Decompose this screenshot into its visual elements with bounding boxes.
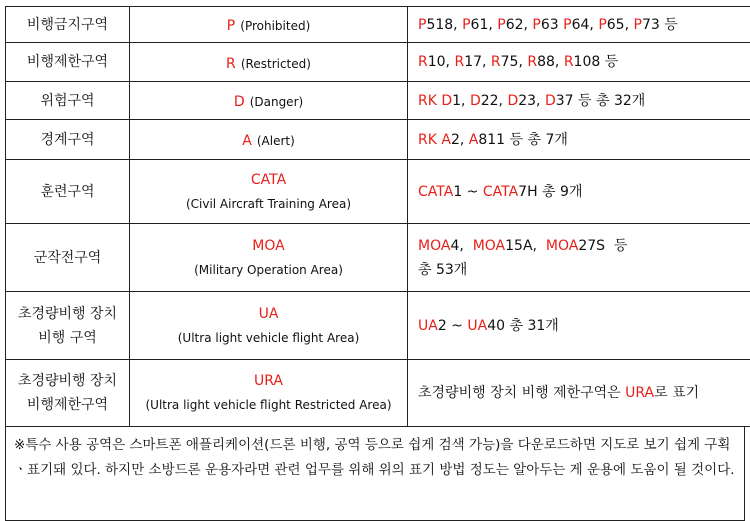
- examples-text: 17,: [464, 54, 491, 70]
- table-row: [6, 360, 750, 427]
- zone-code: R: [226, 56, 236, 72]
- examples-line: [418, 381, 750, 405]
- zone-name-line: 훈련구역: [6, 180, 129, 204]
- zone-name-line: 비행금지구역: [6, 13, 129, 37]
- examples-text: 1 ~: [453, 184, 483, 200]
- zone-id-prefix: P: [497, 17, 505, 33]
- examples-text: 27S 등: [578, 238, 627, 254]
- examples-text: 2 ~: [438, 318, 468, 334]
- zone-code-description: (Restricted): [241, 57, 311, 71]
- examples-text: 518,: [426, 17, 462, 33]
- zone-id-prefix: URA: [625, 385, 654, 401]
- zone-code-description: (Ultra light vehicle flight Restricted Area): [130, 395, 407, 415]
- zone-id-prefix: UA: [467, 318, 487, 334]
- zone-id-prefix: UA: [418, 318, 438, 334]
- examples-text: 61,: [471, 17, 498, 33]
- zone-id-prefix: CATA: [483, 184, 518, 200]
- zone-examples-cell: [408, 120, 750, 160]
- examples-text: 7H 총 9개: [518, 184, 582, 200]
- zone-id-prefix: R: [527, 54, 537, 70]
- zone-name-cell: [6, 82, 130, 120]
- examples-text: 23,: [518, 93, 545, 109]
- zone-id-prefix: A: [469, 132, 479, 148]
- zone-id-prefix: P: [598, 17, 606, 33]
- examples-text: 75,: [501, 54, 528, 70]
- zone-code-description: (Prohibited): [240, 19, 310, 33]
- zone-code: CATA: [130, 170, 407, 190]
- examples-line: [418, 258, 750, 282]
- zone-id-prefix: P: [418, 17, 426, 33]
- zone-id-prefix: D: [545, 93, 556, 109]
- zone-code-cell: [130, 160, 408, 224]
- table-row: [6, 224, 750, 292]
- zone-examples-cell: [408, 43, 750, 82]
- table-row: [6, 43, 750, 82]
- examples-text: 10,: [428, 54, 455, 70]
- footnote: ※특수 사용 공역은 스마트폰 애플리케이션(드론 비행, 공역 등으로 쉽게 검색 가능)을 다운로드하면 지도로 보기 쉽게 구획ㆍ표기돼 있다. 하지만 소방드론 운용자라면 관련 업무를 위해 위의 표기 방법 정도는 알아두는 게 운용에 도움이 될 것이다.: [5, 427, 745, 521]
- zone-name-cell: [6, 7, 130, 43]
- examples-text: 40 총 31개: [487, 318, 559, 334]
- zone-id-prefix: P: [532, 17, 540, 33]
- examples-text: 총 53개: [418, 262, 467, 278]
- zone-code-cell: [130, 360, 408, 427]
- special-airspace-table: [5, 6, 750, 427]
- zone-code-description: (Ultra light vehicle flight Area): [130, 328, 407, 348]
- zone-examples-cell: [408, 160, 750, 224]
- examples-text: 108 등: [574, 54, 619, 70]
- zone-code-cell: [130, 43, 408, 82]
- zone-code-description: (Civil Aircraft Training Area): [130, 194, 407, 214]
- zone-code-description: (Alert): [257, 134, 295, 148]
- zone-examples-cell: [408, 82, 750, 120]
- zone-code: D: [234, 94, 245, 110]
- table-row: [6, 7, 750, 43]
- zone-code-cell: [130, 292, 408, 360]
- zone-id-prefix: R: [564, 54, 574, 70]
- table-row: [6, 120, 750, 160]
- zone-code-cell: [130, 224, 408, 292]
- examples-text: 초경량비행 장치 비행 제한구역은: [418, 385, 625, 401]
- zone-code-cell: [130, 7, 408, 43]
- zone-id-prefix: MOA: [418, 238, 450, 254]
- zone-id-prefix: RK A: [418, 132, 451, 148]
- zone-examples-cell: [408, 224, 750, 292]
- zone-code-cell: [130, 82, 408, 120]
- zone-name-line: 경계구역: [6, 128, 129, 152]
- zone-name-line: 비행제한구역: [6, 393, 129, 417]
- zone-name-cell: [6, 120, 130, 160]
- examples-line: [418, 50, 750, 74]
- zone-code: MOA: [130, 236, 407, 256]
- table-row: [6, 160, 750, 224]
- examples-line: [418, 13, 750, 37]
- examples-text: 로 표기: [654, 385, 699, 401]
- zone-name-line: 비행 구역: [6, 326, 129, 350]
- zone-id-prefix: P: [462, 17, 470, 33]
- examples-line: [418, 89, 750, 113]
- zone-id-prefix: D: [507, 93, 518, 109]
- zone-code: URA: [130, 371, 407, 391]
- zone-id-prefix: RK D: [418, 93, 452, 109]
- examples-text: 4,: [450, 238, 472, 254]
- zone-name-line: 초경량비행 장치: [6, 369, 129, 393]
- zone-code-cell: [130, 120, 408, 160]
- zone-code: A: [242, 133, 252, 149]
- examples-line: [418, 180, 750, 204]
- zone-code-description: (Military Operation Area): [130, 260, 407, 280]
- zone-id-prefix: CATA: [418, 184, 453, 200]
- zone-id-prefix: P: [563, 17, 571, 33]
- zone-id-prefix: R: [418, 54, 428, 70]
- examples-text: 15A,: [505, 238, 546, 254]
- examples-text: 1,: [452, 93, 470, 109]
- zone-code: UA: [130, 304, 407, 324]
- zone-name-line: 초경량비행 장치: [6, 302, 129, 326]
- zone-id-prefix: R: [491, 54, 501, 70]
- examples-text: 88,: [537, 54, 564, 70]
- zone-name-cell: [6, 224, 130, 292]
- airspace-table-container: [5, 6, 745, 521]
- zone-id-prefix: MOA: [473, 238, 505, 254]
- examples-text: 73 등: [642, 17, 678, 33]
- examples-text: 22,: [481, 93, 508, 109]
- zone-id-prefix: D: [470, 93, 481, 109]
- table-row: [6, 82, 750, 120]
- zone-code-description: (Danger): [250, 95, 304, 109]
- table-body: [6, 7, 750, 427]
- examples-line: [418, 128, 750, 152]
- examples-text: 63: [541, 17, 563, 33]
- examples-line: [418, 234, 750, 258]
- zone-id-prefix: P: [633, 17, 641, 33]
- zone-name-cell: [6, 160, 130, 224]
- zone-code: P: [227, 18, 235, 34]
- examples-text: 65,: [607, 17, 634, 33]
- zone-name-cell: [6, 360, 130, 427]
- zone-name-cell: [6, 43, 130, 82]
- examples-text: 62,: [506, 17, 533, 33]
- examples-text: 37 등 총 32개: [556, 93, 646, 109]
- zone-name-cell: [6, 292, 130, 360]
- zone-name-line: 위험구역: [6, 89, 129, 113]
- table-row: [6, 292, 750, 360]
- examples-text: 64,: [572, 17, 599, 33]
- zone-examples-cell: [408, 292, 750, 360]
- zone-name-line: 비행제한구역: [6, 50, 129, 74]
- examples-line: [418, 314, 750, 338]
- zone-name-line: 군작전구역: [6, 246, 129, 270]
- zone-examples-cell: [408, 360, 750, 427]
- zone-id-prefix: R: [454, 54, 464, 70]
- examples-text: 811 등 총 7개: [478, 132, 568, 148]
- examples-text: 2,: [451, 132, 469, 148]
- zone-examples-cell: [408, 7, 750, 43]
- zone-id-prefix: MOA: [546, 238, 578, 254]
